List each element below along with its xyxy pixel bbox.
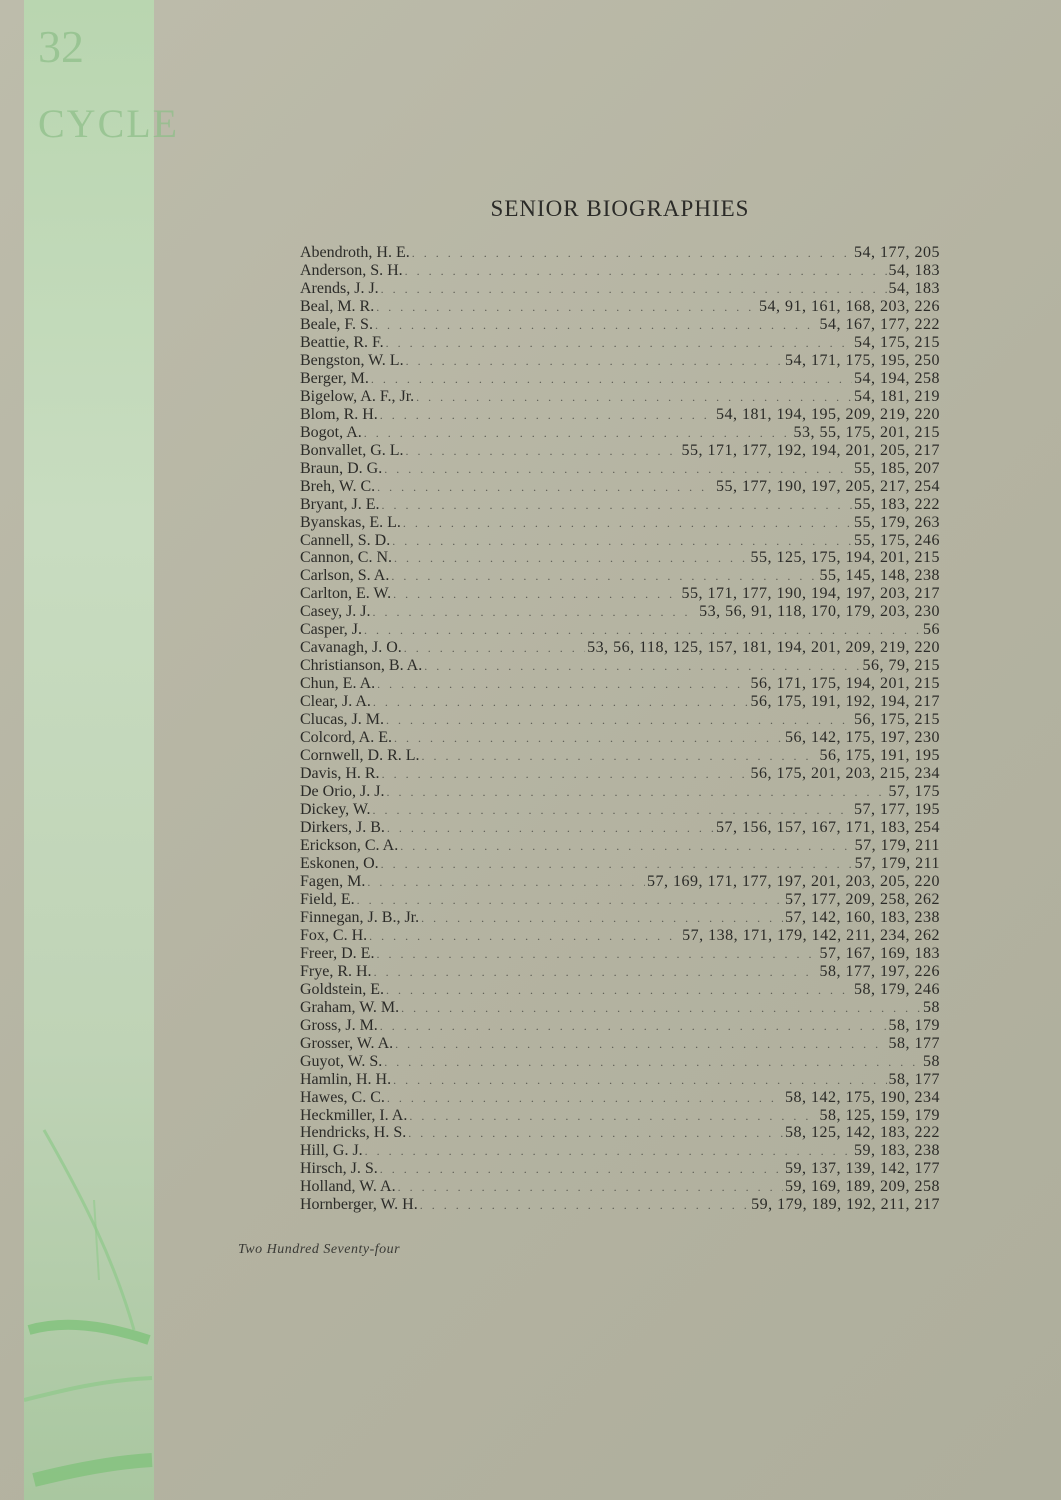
dot-leader — [377, 676, 748, 694]
dot-leader — [380, 1018, 887, 1036]
index-entry — [300, 316, 940, 334]
entry-name: Clear, J. A. — [300, 693, 371, 711]
dot-leader — [421, 910, 783, 928]
entry-pages: 58 — [923, 998, 940, 1016]
dot-leader — [392, 533, 852, 551]
entry-name: Bryant, J. E. — [300, 495, 380, 513]
index-entry — [300, 603, 940, 621]
index-entry — [300, 532, 940, 550]
entry-name: Cornwell, D. R. L. — [300, 747, 420, 765]
dot-leader — [400, 838, 852, 856]
dot-leader — [394, 550, 749, 568]
dot-leader — [376, 299, 757, 317]
entry-name: Graham, W. M. — [300, 998, 400, 1016]
entry-name: Finnegan, J. B., Jr. — [300, 908, 420, 926]
entry-name: Braun, D. G. — [300, 459, 383, 477]
dot-leader — [391, 568, 817, 586]
entry-name: Hamlin, H. H. — [300, 1070, 392, 1088]
dot-leader — [404, 640, 585, 658]
index-entry — [300, 1053, 940, 1071]
entry-name: Hendricks, H. S. — [300, 1124, 407, 1142]
index-entry — [300, 1071, 940, 1089]
entry-pages: 54, 183 — [888, 279, 940, 297]
index-entry — [300, 514, 940, 532]
dot-leader — [387, 820, 714, 838]
entry-pages: 56, 175, 201, 203, 215, 234 — [750, 765, 940, 783]
index-entry — [300, 424, 940, 442]
entry-pages: 59, 183, 238 — [854, 1142, 940, 1160]
dot-leader — [365, 1143, 852, 1161]
entry-pages: 56, 175, 191, 192, 194, 217 — [750, 693, 940, 711]
index-entry — [300, 729, 940, 747]
entry-name: Casey, J. J. — [300, 603, 371, 621]
dot-leader — [420, 1197, 749, 1215]
dot-leader — [386, 982, 852, 1000]
entry-pages: 53, 55, 175, 201, 215 — [793, 423, 940, 441]
index-entry — [300, 693, 940, 711]
entry-pages: 55, 183, 222 — [854, 495, 940, 513]
entry-name: Anderson, S. H. — [300, 261, 403, 279]
index-entry — [300, 639, 940, 657]
entry-pages: 56 — [923, 621, 940, 639]
entry-name: Frye, R. H. — [300, 962, 372, 980]
dot-leader — [386, 784, 886, 802]
entry-name: Byanskas, E. L. — [300, 513, 401, 531]
index-entry — [300, 1017, 940, 1035]
dot-leader — [382, 497, 852, 515]
index-entry — [300, 352, 940, 370]
index-entry — [300, 442, 940, 460]
entry-name: De Orio, J. J. — [300, 783, 385, 801]
dot-leader — [374, 964, 818, 982]
dot-leader — [357, 892, 783, 910]
index-entry — [300, 819, 940, 837]
index-entry — [300, 873, 940, 891]
dot-leader — [393, 586, 679, 604]
index-entry — [300, 1035, 940, 1053]
dot-leader — [364, 622, 921, 640]
entry-name: Clucas, J. M. — [300, 711, 384, 729]
entry-pages: 55, 179, 263 — [854, 513, 940, 531]
entry-name: Heckmiller, I. A. — [300, 1106, 408, 1124]
entry-name: Colcord, A. E. — [300, 729, 392, 747]
dot-leader — [380, 407, 714, 425]
entry-name: Fagen, M. — [300, 872, 366, 890]
entry-name: Cavanagh, J. O. — [300, 639, 402, 657]
dot-leader — [401, 1000, 921, 1018]
dot-leader — [409, 1108, 817, 1126]
entry-pages: 57, 179, 211 — [854, 836, 940, 854]
entry-pages: 58, 179 — [888, 1016, 940, 1034]
dot-leader — [387, 1090, 783, 1108]
entry-pages: 54, 183 — [888, 261, 940, 279]
index-entry — [300, 1107, 940, 1125]
index-entry — [300, 298, 940, 316]
index-entry — [300, 657, 940, 675]
index-entry — [300, 244, 940, 262]
entry-name: Davis, H. R. — [300, 765, 380, 783]
margin-word-mark: CYCLE — [38, 101, 180, 146]
entry-name: Hornberger, W. H. — [300, 1196, 418, 1214]
entry-pages: 55, 177, 190, 197, 205, 217, 254 — [716, 477, 940, 495]
index-entry — [300, 1089, 940, 1107]
entry-pages: 55, 171, 177, 190, 194, 197, 203, 217 — [681, 585, 940, 603]
page-footer: Two Hundred Seventy-four — [238, 1242, 401, 1257]
entry-name: Grosser, W. A. — [300, 1034, 394, 1052]
entry-pages: 56, 79, 215 — [862, 657, 940, 675]
dot-leader — [412, 245, 852, 263]
entry-name: Holland, W. A. — [300, 1178, 396, 1196]
dot-leader — [380, 1161, 783, 1179]
entry-pages: 57, 177, 195 — [854, 801, 940, 819]
entry-name: Bigelow, A. F., Jr. — [300, 387, 415, 405]
entry-name: Bengston, W. L. — [300, 351, 404, 369]
entry-pages: 56, 142, 175, 197, 230 — [785, 729, 940, 747]
dot-leader — [395, 1036, 886, 1054]
entry-pages: 54, 171, 175, 195, 250 — [785, 351, 940, 369]
entry-pages: 54, 181, 194, 195, 209, 219, 220 — [716, 405, 940, 423]
entry-pages: 57, 138, 171, 179, 142, 211, 234, 262 — [682, 926, 940, 944]
entry-name: Cannon, C. N. — [300, 549, 392, 567]
entry-pages: 55, 185, 207 — [854, 459, 940, 477]
index-entry — [300, 711, 940, 729]
entry-pages: 58, 177 — [888, 1070, 940, 1088]
entry-name: Arends, J. J. — [300, 279, 379, 297]
dot-leader — [373, 694, 749, 712]
entry-pages: 57, 142, 160, 183, 238 — [785, 908, 940, 926]
entry-name: Hill, G. J. — [300, 1142, 363, 1160]
index-entry — [300, 585, 940, 603]
index-entry — [300, 855, 940, 873]
entry-pages: 58, 177, 197, 226 — [819, 962, 940, 980]
dot-leader — [386, 712, 852, 730]
index-entry — [300, 1196, 940, 1214]
dot-leader — [381, 856, 853, 874]
entry-pages: 54, 194, 258 — [854, 369, 940, 387]
entry-name: Gross, J. M. — [300, 1016, 378, 1034]
entry-name: Breh, W. C. — [300, 477, 376, 495]
entry-pages: 54, 91, 161, 168, 203, 226 — [759, 297, 940, 315]
entry-pages: 57, 167, 169, 183 — [819, 944, 940, 962]
entry-pages: 57, 179, 211 — [854, 854, 940, 872]
index-entry — [300, 837, 940, 855]
entry-name: Fox, C. H. — [300, 926, 368, 944]
page-title: SENIOR BIOGRAPHIES — [490, 196, 750, 221]
dot-leader — [403, 515, 852, 533]
index-entry — [300, 334, 940, 352]
entry-pages: 59, 137, 139, 142, 177 — [785, 1160, 940, 1178]
index-entry — [300, 1160, 940, 1178]
entry-pages: 58, 125, 142, 183, 222 — [785, 1124, 940, 1142]
index-entry — [300, 945, 940, 963]
entry-pages: 58, 125, 159, 179 — [819, 1106, 940, 1124]
entry-name: Eskonen, O. — [300, 854, 379, 872]
index-entry — [300, 280, 940, 298]
index-entry — [300, 891, 940, 909]
entry-name: Dickey, W. — [300, 801, 371, 819]
dot-leader — [384, 461, 852, 479]
index-entry — [300, 783, 940, 801]
entry-name: Erickson, C. A. — [300, 836, 399, 854]
index-entry — [300, 496, 940, 514]
entry-name: Berger, M. — [300, 369, 369, 387]
entry-pages: 55, 125, 175, 194, 201, 215 — [750, 549, 940, 567]
entry-name: Carlton, E. W. — [300, 585, 392, 603]
entry-pages: 58, 177 — [888, 1034, 940, 1052]
entry-name: Guyot, W. S. — [300, 1052, 383, 1070]
entry-pages: 56, 175, 191, 195 — [819, 747, 940, 765]
index-entry — [300, 765, 940, 783]
entry-name: Hirsch, J. S. — [300, 1160, 378, 1178]
biography-index-list — [300, 244, 940, 1214]
index-entry — [300, 549, 940, 567]
dot-leader — [381, 281, 887, 299]
entry-pages: 57, 177, 209, 258, 262 — [785, 890, 940, 908]
entry-pages: 54, 177, 205 — [854, 244, 940, 261]
index-entry — [300, 567, 940, 585]
margin-sketch-decoration — [24, 0, 154, 1500]
entry-pages: 53, 56, 118, 125, 157, 181, 194, 201, 209, 219, 220 — [587, 639, 940, 657]
dot-leader — [367, 874, 645, 892]
entry-pages: 57, 175 — [888, 783, 940, 801]
index-entry — [300, 927, 940, 945]
entry-pages: 57, 156, 157, 167, 171, 183, 254 — [716, 819, 940, 836]
index-entry — [300, 262, 940, 280]
entry-pages: 59, 169, 189, 209, 258 — [785, 1178, 940, 1196]
dot-leader — [416, 389, 852, 407]
dot-leader — [371, 371, 852, 389]
entry-pages: 57, 169, 171, 177, 197, 201, 203, 205, 220 — [647, 872, 940, 890]
entry-pages: 56, 175, 215 — [854, 711, 940, 729]
index-entry — [300, 388, 940, 406]
index-entry — [300, 747, 940, 765]
entry-pages: 54, 175, 215 — [854, 333, 940, 351]
entry-pages: 55, 145, 148, 238 — [819, 567, 940, 585]
index-entry — [300, 406, 940, 424]
index-entry — [300, 621, 940, 639]
dot-leader — [405, 263, 887, 281]
dot-leader — [376, 946, 817, 964]
margin-number-mark: 32 — [38, 21, 84, 72]
entry-name: Christianson, B. A. — [300, 657, 423, 675]
dot-leader — [394, 730, 783, 748]
entry-pages: 55, 171, 177, 192, 194, 201, 205, 217 — [681, 441, 940, 459]
entry-name: Goldstein, E. — [300, 980, 384, 998]
entry-pages: 55, 175, 246 — [854, 531, 940, 549]
entry-name: Beale, F. S. — [300, 315, 373, 333]
entry-name: Field, E. — [300, 890, 355, 908]
dot-leader — [424, 658, 860, 676]
entry-pages: 58, 179, 246 — [854, 980, 940, 998]
dot-leader — [406, 353, 783, 371]
dot-leader — [408, 1125, 783, 1143]
entry-pages: 56, 171, 175, 194, 201, 215 — [750, 675, 940, 693]
entry-name: Carlson, S. A. — [300, 567, 390, 585]
dot-leader — [398, 1179, 783, 1197]
entry-pages: 54, 181, 219 — [854, 387, 940, 405]
dot-leader — [364, 425, 792, 443]
entry-name: Bonvallet, G. L. — [300, 441, 404, 459]
index-entry — [300, 963, 940, 981]
entry-name: Blom, R. H. — [300, 405, 378, 423]
entry-name: Abendroth, H. E. — [300, 244, 410, 261]
entry-name: Freer, D. E. — [300, 944, 375, 962]
entry-pages: 54, 167, 177, 222 — [819, 315, 940, 333]
index-entry — [300, 1142, 940, 1160]
dot-leader — [406, 443, 680, 461]
dot-leader — [382, 766, 749, 784]
index-entry — [300, 909, 940, 927]
entry-name: Chun, E. A. — [300, 675, 376, 693]
entry-pages: 53, 56, 91, 118, 170, 179, 203, 230 — [699, 603, 940, 621]
dot-leader — [369, 928, 680, 946]
dot-leader — [384, 1054, 921, 1072]
dot-leader — [422, 748, 818, 766]
entry-name: Dirkers, J. B. — [300, 819, 385, 836]
entry-name: Hawes, C. C. — [300, 1088, 385, 1106]
dot-leader — [373, 802, 852, 820]
entry-name: Beattie, R. F. — [300, 333, 384, 351]
index-entry — [300, 999, 940, 1017]
dot-leader — [377, 479, 714, 497]
entry-name: Casper, J. — [300, 621, 363, 639]
index-entry — [300, 1124, 940, 1142]
entry-pages: 58 — [923, 1052, 940, 1070]
index-entry — [300, 981, 940, 999]
index-entry — [300, 675, 940, 693]
dot-leader — [375, 317, 818, 335]
dot-leader — [393, 1072, 886, 1090]
index-entry — [300, 370, 940, 388]
index-entry — [300, 478, 940, 496]
index-entry — [300, 460, 940, 478]
entry-name: Cannell, S. D. — [300, 531, 391, 549]
dot-leader — [373, 604, 698, 622]
index-entry — [300, 801, 940, 819]
index-entry — [300, 1178, 940, 1196]
dot-leader — [386, 335, 852, 353]
entry-pages: 59, 179, 189, 192, 211, 217 — [751, 1196, 940, 1214]
entry-name: Bogot, A. — [300, 423, 362, 441]
entry-name: Beal, M. R. — [300, 297, 375, 315]
entry-pages: 58, 142, 175, 190, 234 — [785, 1088, 940, 1106]
